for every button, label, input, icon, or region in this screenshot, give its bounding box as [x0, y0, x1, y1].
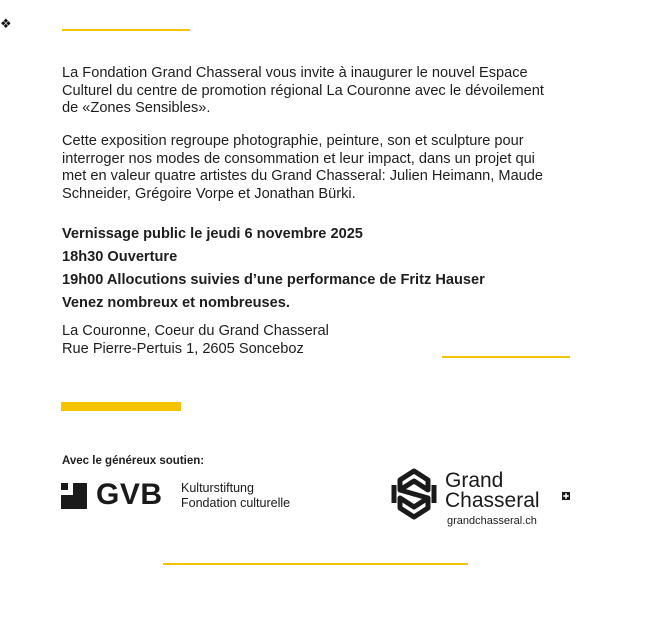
grand-chasseral-line2: Chasseral: [445, 489, 540, 512]
grand-chasseral-knot-logo-icon: [388, 468, 440, 520]
bottom-accent-rule: [163, 563, 468, 565]
grand-chasseral-url: grandchasseral.ch: [447, 515, 537, 527]
venue-block: [62, 323, 562, 358]
intro-text: La Fondation Grand Chasseral vous invite à inaugurer le nouvel Espace Culturel du centre de promotion régional La Couronne avec le dévoilement de «Zones Sensibles».: [62, 65, 544, 116]
program-date: Vernissage public le jeudi 6 novembre 2025: [62, 226, 363, 242]
gvb-logo: [61, 479, 321, 511]
description-paragraph: [62, 133, 562, 203]
gvb-square-logo-icon: [61, 483, 87, 509]
description-text: Cette exposition regroupe photographie, peinture, son et sculpture pour interroger nos modes de consommation et leur impact, dans un projet qui met en valeur quatre artistes du Grand Chasseral: Julien Heimann, Maude Schneider, Grégoire Vorpe et Jonathan Bürki.: [62, 133, 544, 202]
venue-name: La Couronne, Coeur du Grand Chasseral: [62, 323, 329, 339]
venue-address: Rue Pierre-Pertuis 1, 2605 Sonceboz: [62, 340, 304, 357]
program-block: [62, 223, 562, 315]
program-invite: Venez nombreux et nombreuses.: [62, 295, 290, 311]
support-label: Avec le généreux soutien:: [62, 455, 205, 467]
gvb-wordmark: GVB: [96, 478, 163, 511]
gvb-subtitle-line1: Kulturstiftung: [181, 481, 254, 495]
gvb-subtitle: [181, 481, 290, 511]
program-opening: 18h30 Ouverture: [62, 249, 178, 265]
grand-chasseral-logo: [388, 466, 588, 530]
grand-chasseral-line1: Grand: [445, 469, 504, 492]
top-accent-rule: [62, 29, 190, 31]
thick-accent-bar: [61, 402, 181, 411]
program-speeches: 19h00 Allocutions suivies d’une performance de Fritz Hauser: [62, 272, 485, 288]
intro-paragraph: [62, 65, 562, 118]
gvb-subtitle-line2: Fondation culturelle: [181, 496, 291, 510]
swiss-cross-icon: [562, 492, 570, 500]
corner-ornament-icon: ❖: [0, 16, 12, 31]
venue-accent-rule: [442, 356, 570, 358]
